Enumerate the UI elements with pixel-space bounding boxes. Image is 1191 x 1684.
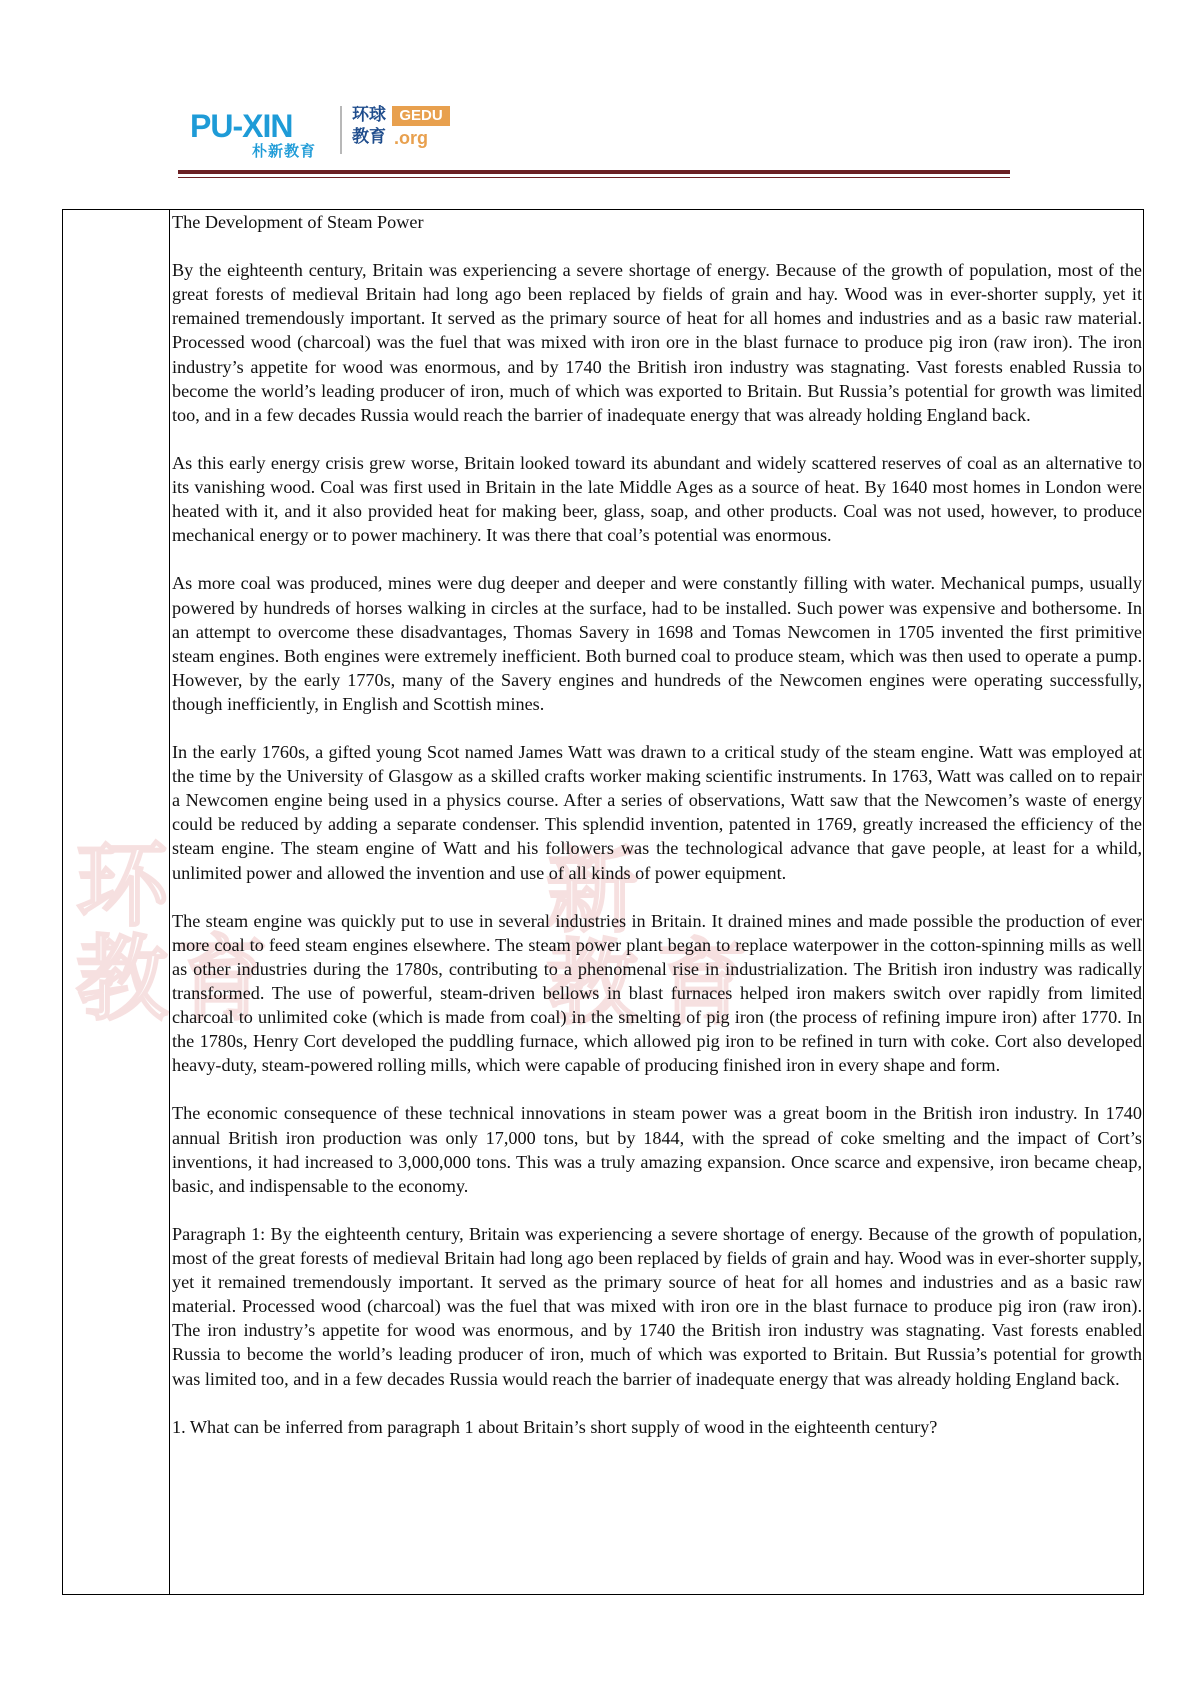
question: 1. What can be inferred from paragraph 1 about Britain’s short supply of wood in the eighteenth century? bbox=[172, 1416, 938, 1437]
gedu-logo bbox=[352, 104, 472, 160]
watermark-char: 新 bbox=[546, 838, 639, 945]
paragraph: By the eighteenth century, Britain was experiencing a severe shortage of energy. Because of the growth of population, most of the great forests of medieval Britain had long ago been replaced by fields of grain and hay. Wood was in ever-shorter supply, yet it remained tremendously important. It served as the primary source of heat for all homes and industries and as a basic raw material. Processed wood (charcoal) was the fuel that was mixed with iron ore in the blast furnace to produce pig iron (raw iron). The iron industry’s appetite for wood was enormous, and by 1740 the British iron industry was stagnating. Vast forests enabled Russia to become the world’s leading producer of iron, much of which was exported to Britain. But Russia’s potential for growth was limited too, and in a few decades Russia would reach the barrier of inadequate energy that was already holding England back. bbox=[172, 260, 1142, 425]
paragraph: In the early 1760s, a gifted young Scot named James Watt was drawn to a critical study of the steam engine. Watt was employed at the time by the University of Glasgow as a skilled crafts worker making scientific instruments. In 1763, Watt was called on to repair a Newcomen engine being used in a physics course. After a series of observations, Watt saw that the Newcomen’s waste of energy could be reduced by adding a separate condenser. This splendid invention, patented in 1769, greatly increased the efficiency of the steam engine. The steam engine of Watt and his followers was the technological advance that gave people, at least for a whild, unlimited power and allowed the invention and use of all kinds of power equipment. bbox=[172, 742, 1142, 883]
paragraph: The steam engine was quickly put to use in several industries in Britain. It drained mines and made possible the production of ever more coal to feed steam engines elsewhere. The steam power plant began to replace waterpower in the cotton-spinning mills as well as other industries during the 1780s, contributing to a phenomenal rise in industrialization. The British iron industry was radically transformed. The use of powerful, steam-driven bellows in blast furnaces helped iron makers switch over rapidly from limited charcoal to unlimited coke (which is made from coal) in the smelting of pig iron (the process of refining impure iron) after 1770. In the 1780s, Henry Cort developed the puddling furnace, which allowed pig iron to be refined in turn with coke. Cort also developed heavy-duty, steam-powered rolling mills, which were capable of producing finished iron in every shape and form. bbox=[172, 910, 1142, 1076]
watermark-char: 环 bbox=[76, 832, 169, 939]
paragraph-excerpt: Paragraph 1: By the eighteenth century, Britain was experiencing a severe shortage of energy. Because of the growth of population, most of the great forests of medieval Britain had long ago been replaced by fields of grain and hay. Wood was in ever-shorter supply, yet it remained tremendously important. It served as the primary source of heat for all homes and industries and as a basic raw material. Processed wood (charcoal) was the fuel that was mixed with iron ore in the blast furnace to produce pig iron (raw iron). The iron industry’s appetite for wood was enormous, and by 1740 the British iron industry was stagnating. Vast forests enabled Russia to become the world’s leading producer of iron, much of which was exported to Britain. But Russia’s potential for growth was limited too, and in a few decades Russia would reach the barrier of inadequate energy that was already holding England back. bbox=[172, 1223, 1142, 1389]
gedu-logo-badge: GEDU bbox=[392, 106, 450, 126]
page-header bbox=[178, 100, 1010, 186]
gedu-logo-org: .org bbox=[394, 128, 428, 148]
paragraph: The economic consequence of these technical innovations in steam power was a great boom in the British iron industry. In 1740 annual British iron production was only 17,000 tons, but by 1844, with the spread of coke smelting and the impact of Cort’s inventions, it had increased to 3,000,000 tons. This was a truly amazing expansion. Once scarce and expensive, iron became cheap, basic, and indispensable to the economy. bbox=[172, 1103, 1142, 1196]
puxin-logo bbox=[190, 102, 330, 162]
puxin-logo-text: PU-XIN bbox=[190, 108, 293, 144]
watermark-char: 教 bbox=[76, 926, 169, 1033]
watermark-char: 育 bbox=[656, 930, 749, 1037]
header-rule-thin bbox=[178, 177, 1010, 178]
gedu-logo-chinese: 环球教育 bbox=[352, 105, 386, 147]
paragraph: As more coal was produced, mines were dug deeper and deeper and were constantly filling with water. Mechanical pumps, usually powered by hundreds of horses walking in circles at the surface, had to be installed. Such power was expensive and bothersome. In an attempt to overcome these disadvantages, Thomas Savery in 1698 and Tomas Newcomen in 1705 invented the first primitive steam engines. Both engines were extremely inefficient. Both burned coal to produce steam, which was then used to operate a pump. However, by the early 1770s, many of the Savery engines and hundreds of the Newcomen engines were operating successfully, though inefficiently, in English and Scottish mines. bbox=[172, 573, 1142, 714]
puxin-logo-subtext: 朴新教育 bbox=[252, 142, 317, 160]
header-rule bbox=[178, 170, 1010, 174]
watermark-char: 育 bbox=[176, 926, 269, 1033]
logo-divider bbox=[340, 106, 342, 154]
document-title: The Development of Steam Power bbox=[172, 212, 424, 232]
document-body bbox=[172, 210, 1142, 1439]
table-column-divider bbox=[169, 209, 170, 1595]
paragraph: As this early energy crisis grew worse, Britain looked toward its abundant and widely scattered reserves of coal as an alternative to its vanishing wood. Coal was first used in Britain in the late Middle Ages as a source of heat. By 1640 most homes in London were heated with it, and it also provided heat for making beer, glass, soap, and other products. Coal was not used, however, to produce mechanical energy or to power machinery. It was there that coal’s potential was enormous. bbox=[172, 452, 1142, 546]
watermark-char: 教 bbox=[546, 930, 639, 1037]
